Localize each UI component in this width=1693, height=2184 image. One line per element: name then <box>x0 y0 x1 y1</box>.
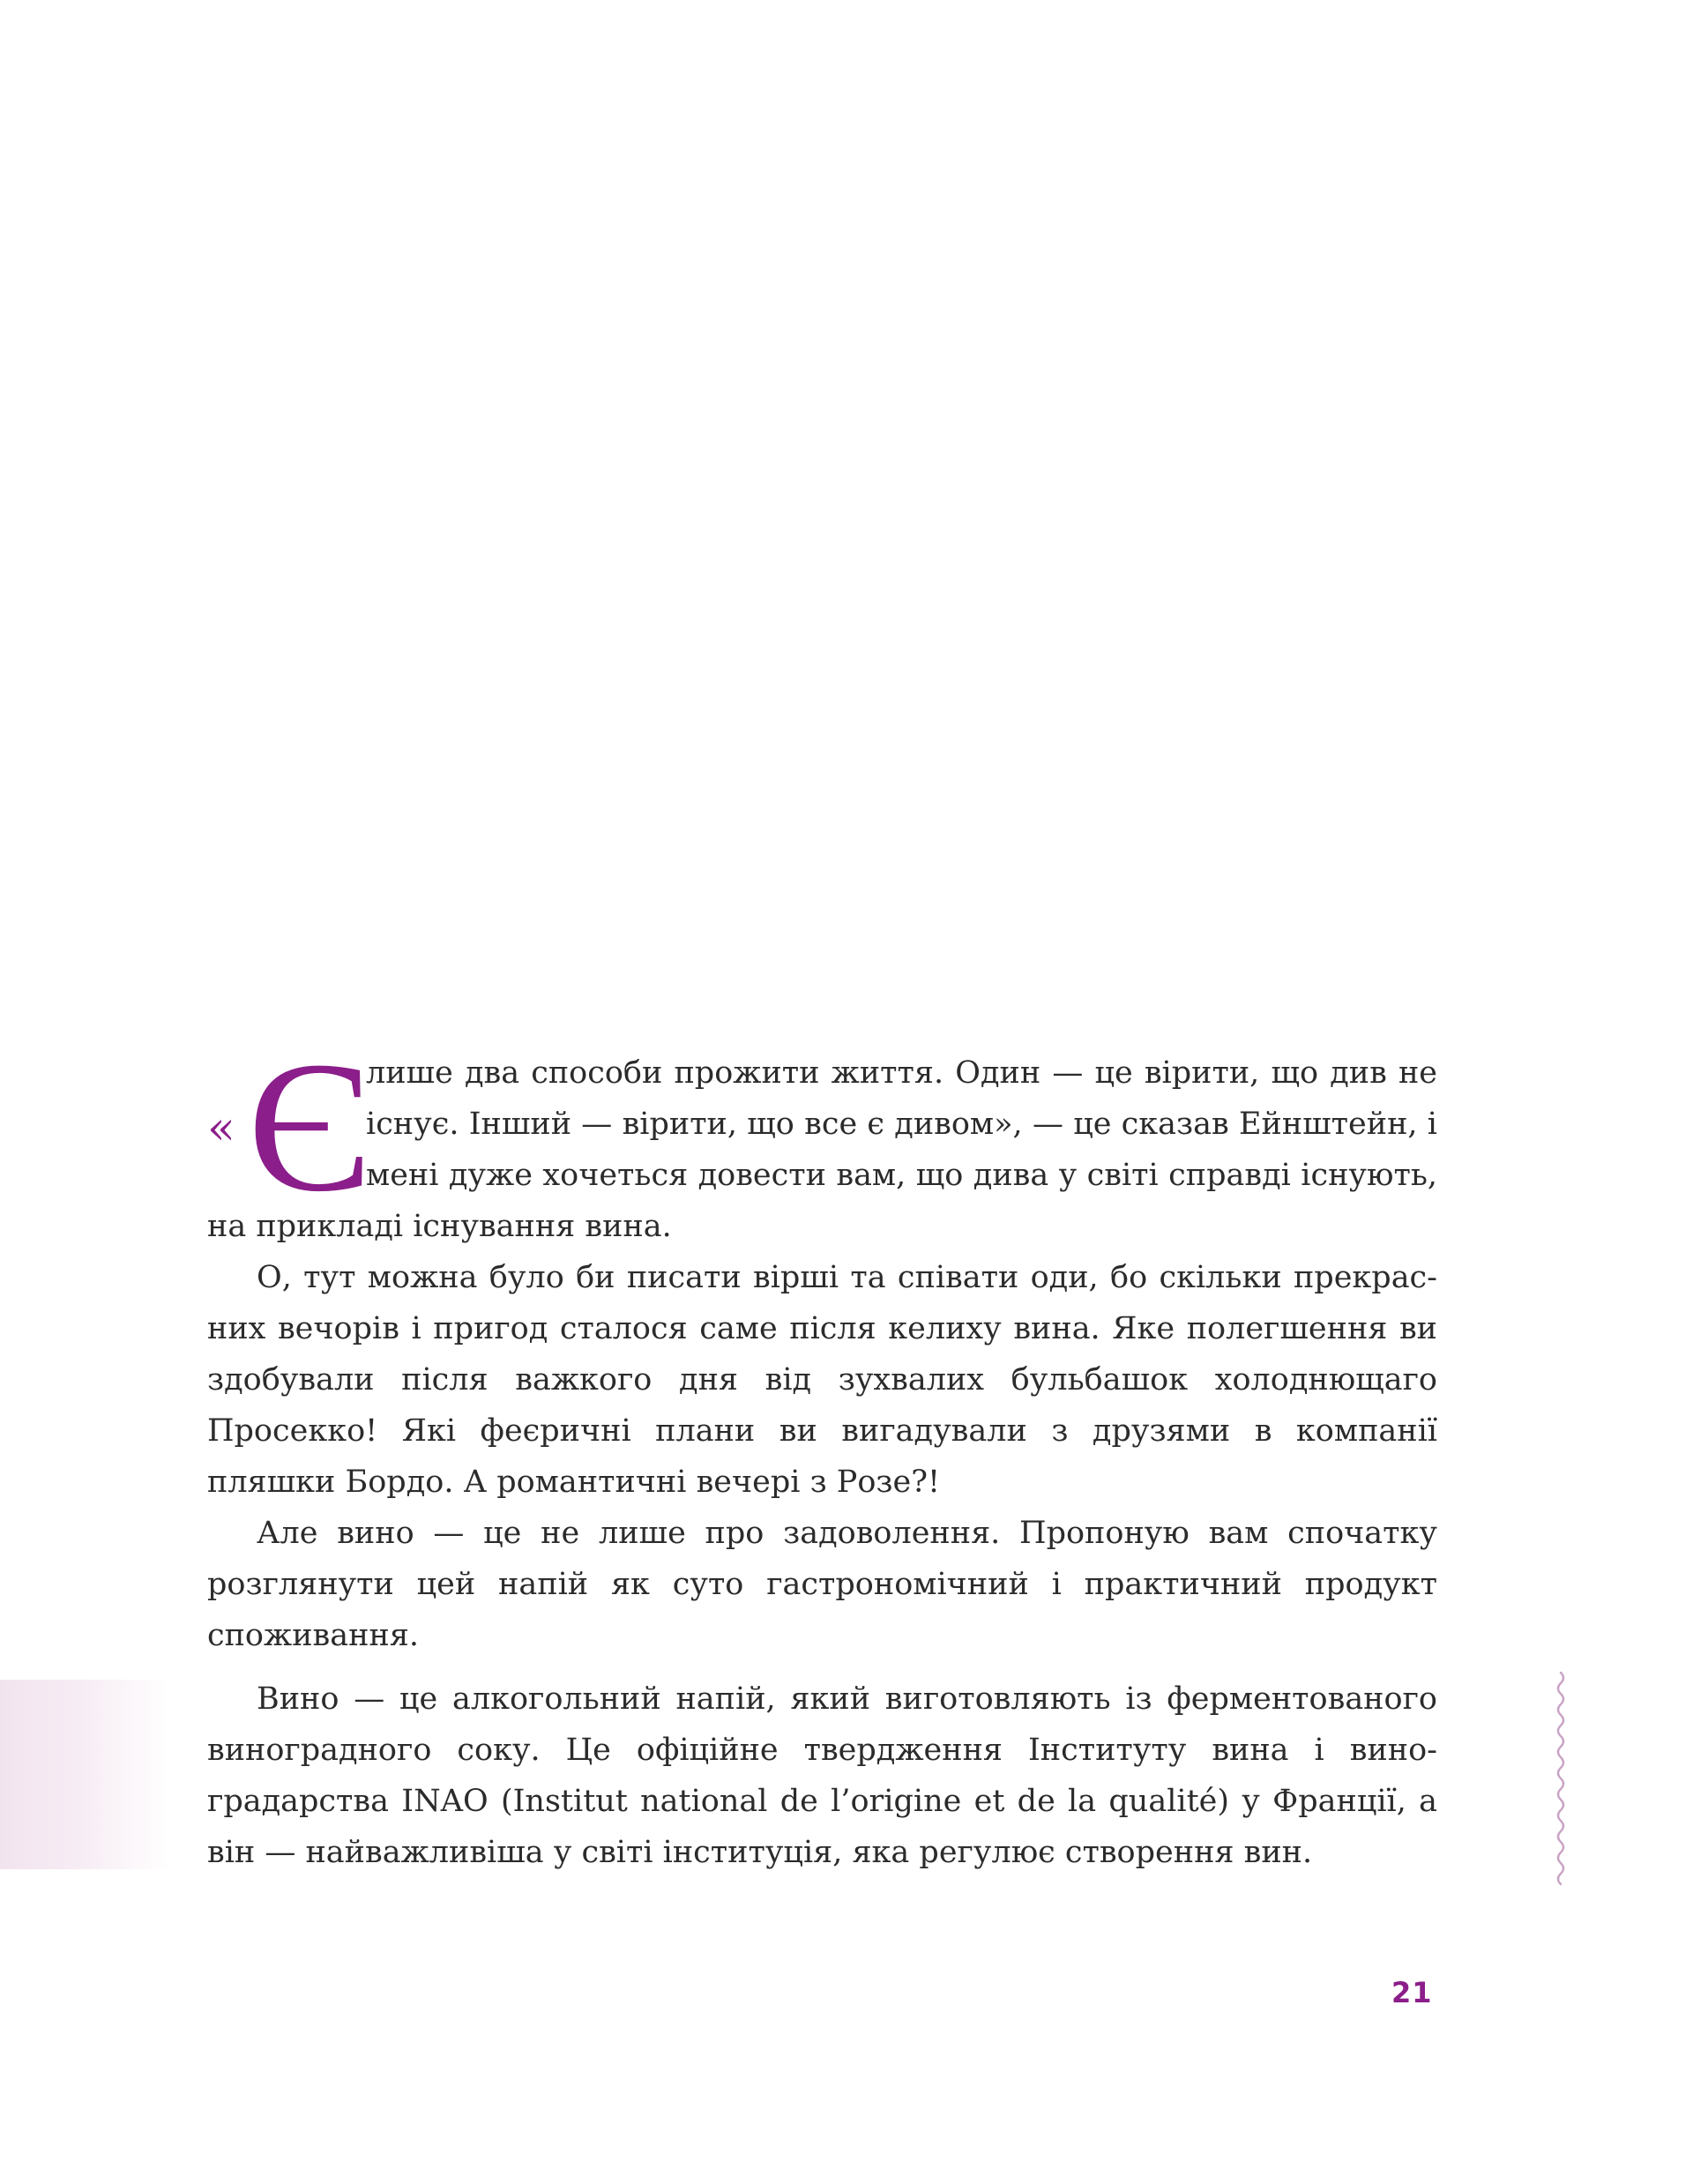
side-gradient-block <box>0 1680 172 1869</box>
page-number: 21 <box>1391 1976 1433 2009</box>
paragraph-1-text: лише два способи прожити життя. Один — це вірити, що див не існує. Інший — вірити, що все є дивом», — це сказав Ейнштейн, і мені дуже хочеться довести вам, що дива у світі справді існують, на прикладі існування вина. <box>207 1055 1437 1244</box>
drop-cap-letter: Є <box>248 1023 371 1230</box>
paragraph-3: Але вино — це не лише про задоволення. Пропоную вам спочатку розглянути цей напій як суто гастрономічний і практичний продукт споживання. <box>207 1516 1437 1653</box>
body-text <box>207 1023 1437 1878</box>
paragraph-2: О, тут можна було би писати вірші та співати оди, бо скільки прекрасних вечорів і пригод сталося саме після келиху вина. Яке полегшення ви здобували після важкого дня від зухвалих бульбашок холоднющаго Просекко! Які феєричні плани ви вигадували з друзями в компанії пляшки Бордо. А романтичні вечері з Розе?! <box>207 1260 1437 1500</box>
wavy-line-ornament <box>1550 1671 1571 1888</box>
drop-cap <box>207 1023 371 1230</box>
paragraph-4: Вино — це алкогольний напій, який виготовляють із ферментованого виноградного соку. Це офіційне твердження Інституту вина і виноградарства INAO (Institut national de l’origine et de la qualité) у Франції, а він — найважливіша у світі інституція, яка регулює створення вин. <box>207 1681 1437 1870</box>
open-quote-mark: « <box>207 1102 235 1155</box>
paragraph-1 <box>207 1023 1437 1252</box>
